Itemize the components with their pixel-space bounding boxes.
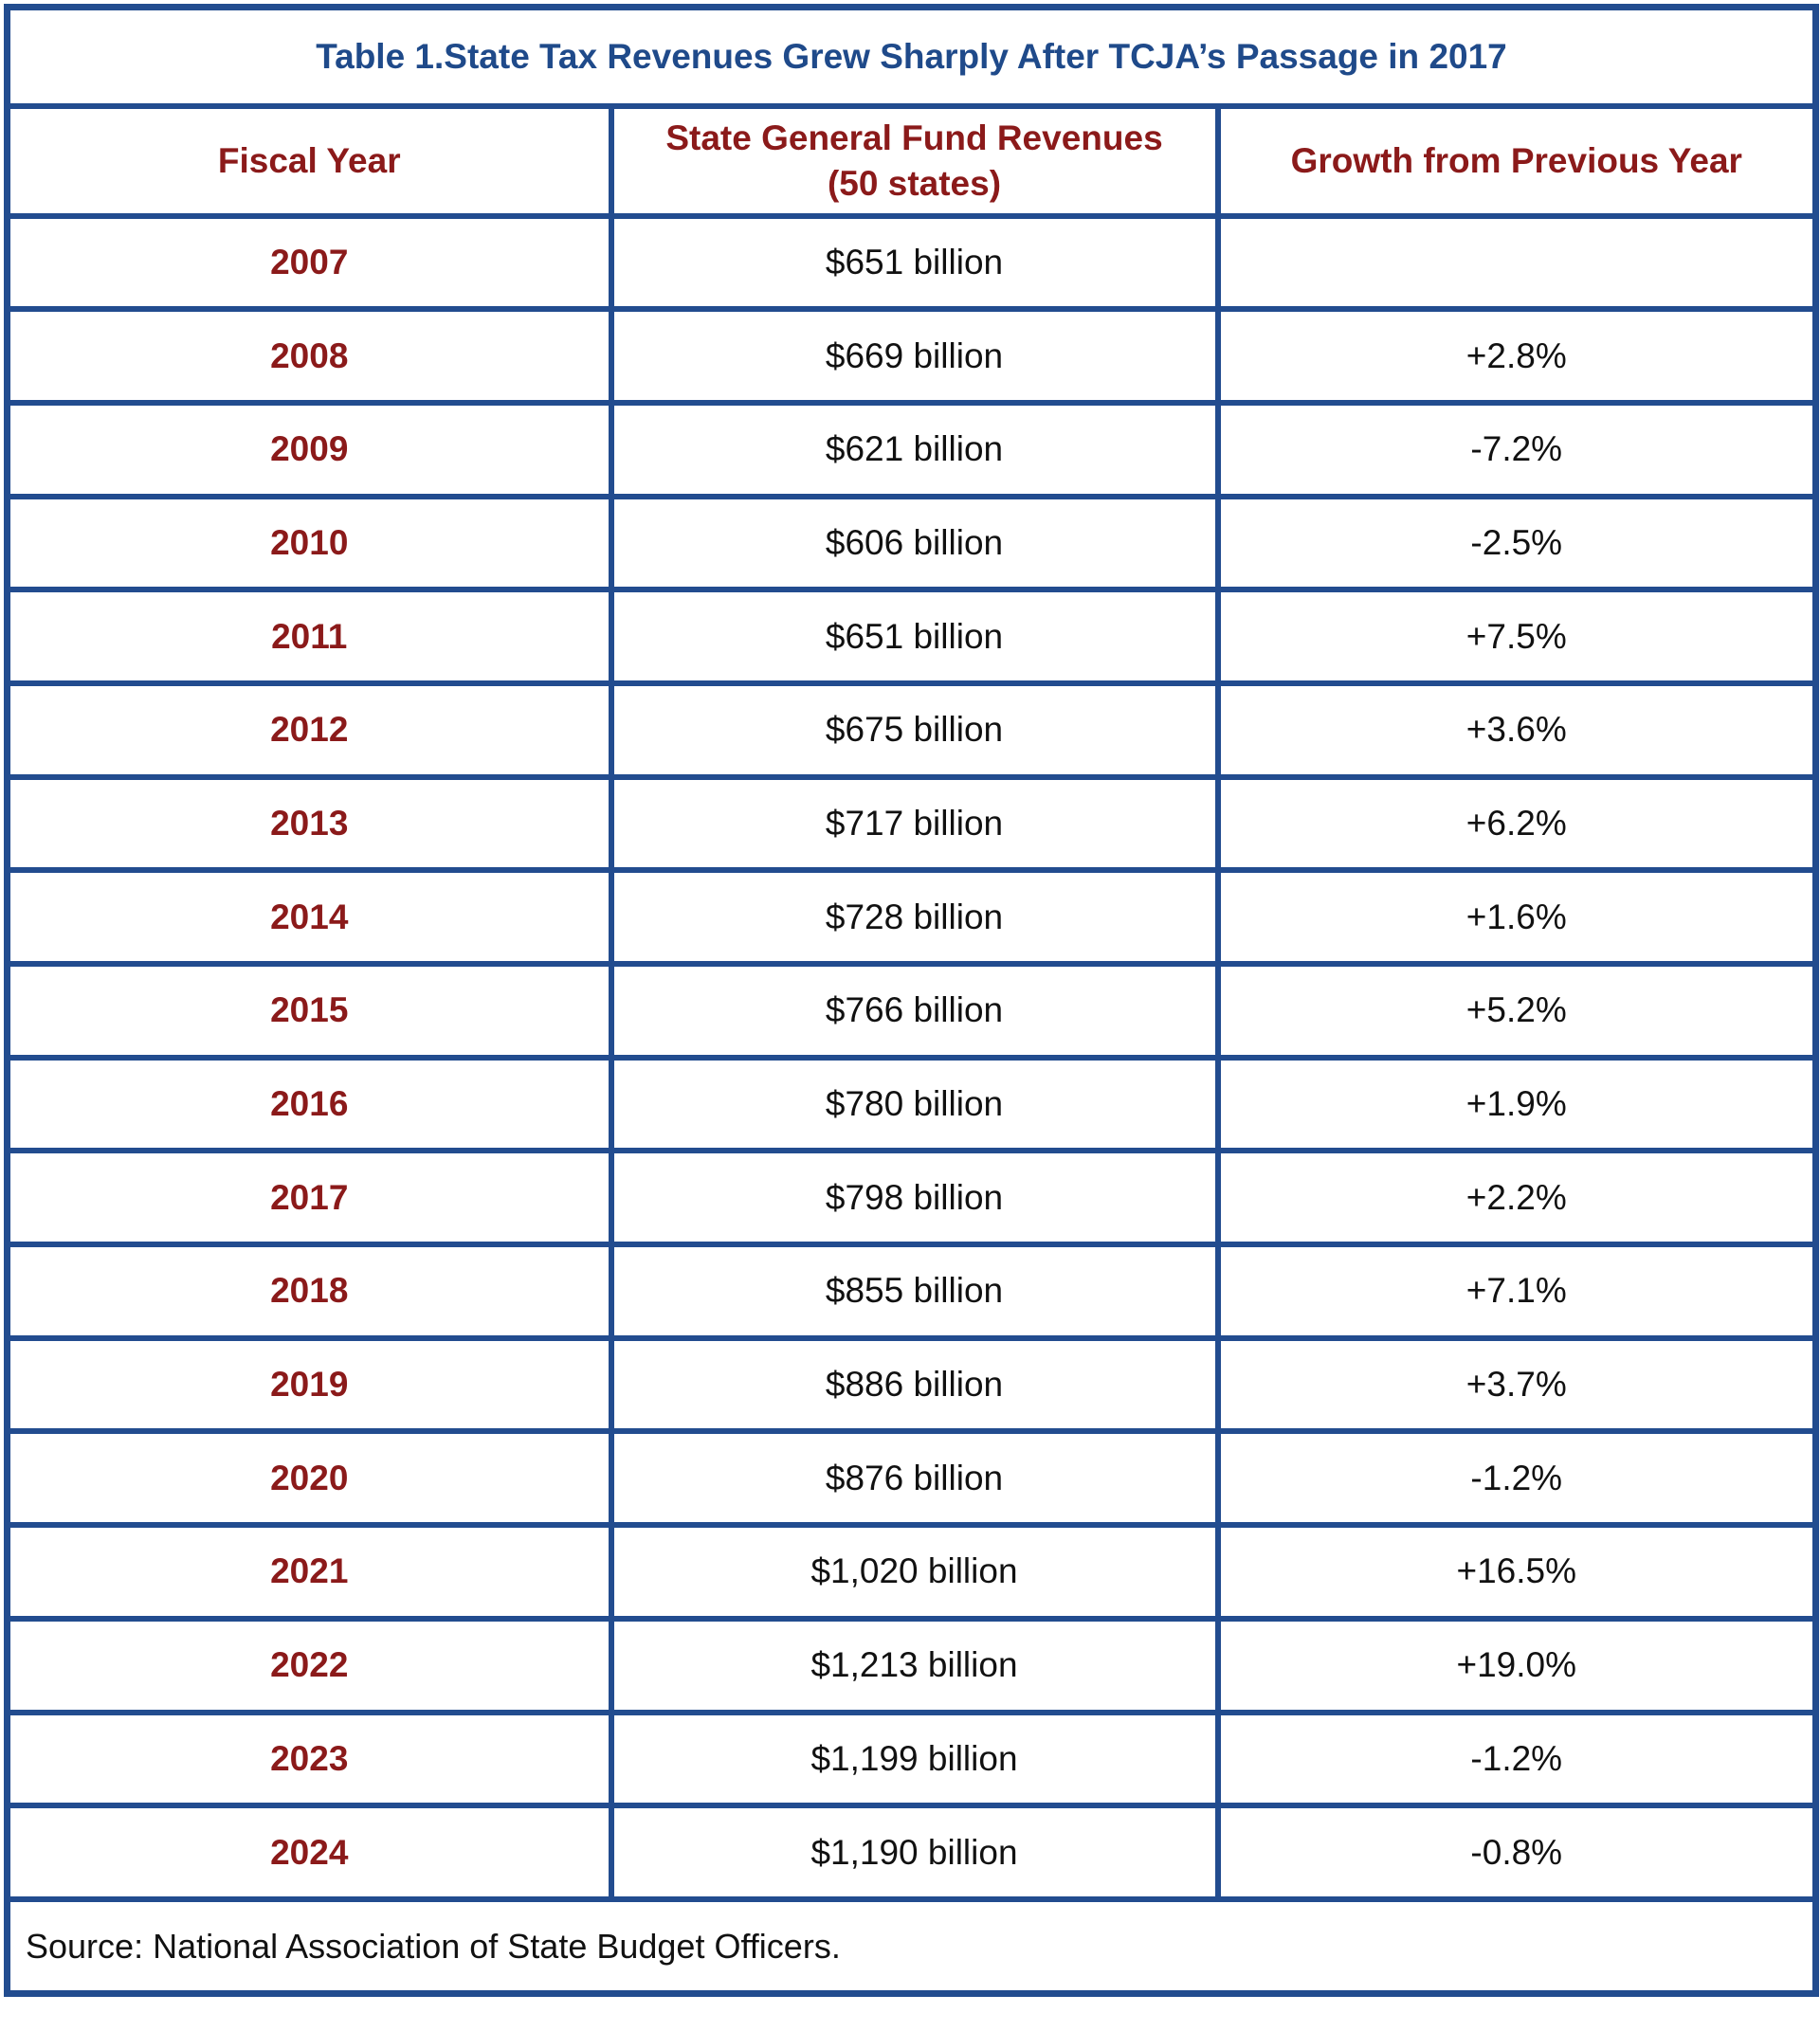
fiscal-year-cell: 2008 <box>8 309 611 403</box>
fiscal-year-cell: 2017 <box>8 1151 611 1244</box>
growth-cell: -7.2% <box>1218 403 1816 497</box>
revenue-cell: $651 billion <box>611 216 1218 310</box>
fiscal-year-cell: 2021 <box>8 1525 611 1619</box>
revenue-cell: $621 billion <box>611 403 1218 497</box>
growth-cell: +2.8% <box>1218 309 1816 403</box>
table-row <box>8 1805 1816 1899</box>
table-row <box>8 870 1816 964</box>
column-header-line: Fiscal Year <box>217 140 401 180</box>
column-header-line: (50 states) <box>827 163 1002 203</box>
table-row <box>8 777 1816 871</box>
revenue-cell: $780 billion <box>611 1058 1218 1152</box>
growth-cell: -1.2% <box>1218 1431 1816 1525</box>
fiscal-year-cell: 2015 <box>8 964 611 1058</box>
growth-cell <box>1218 216 1816 310</box>
growth-cell: +1.9% <box>1218 1058 1816 1152</box>
fiscal-year-cell: 2018 <box>8 1244 611 1338</box>
revenue-cell: $798 billion <box>611 1151 1218 1244</box>
table-row <box>8 497 1816 590</box>
fiscal-year-cell: 2007 <box>8 216 611 310</box>
table-row <box>8 1713 1816 1806</box>
table-title: Table 1.State Tax Revenues Grew Sharply After TCJA’s Passage in 2017 <box>8 8 1816 106</box>
fiscal-year-cell: 2011 <box>8 589 611 683</box>
growth-cell: +1.6% <box>1218 870 1816 964</box>
fiscal-year-cell: 2010 <box>8 497 611 590</box>
table-row <box>8 216 1816 310</box>
revenue-cell: $728 billion <box>611 870 1218 964</box>
fiscal-year-cell: 2020 <box>8 1431 611 1525</box>
table-row <box>8 1525 1816 1619</box>
growth-cell: -2.5% <box>1218 497 1816 590</box>
table-row <box>8 1338 1816 1432</box>
fiscal-year-cell: 2019 <box>8 1338 611 1432</box>
growth-cell: -0.8% <box>1218 1805 1816 1899</box>
growth-cell: +3.6% <box>1218 683 1816 777</box>
fiscal-year-cell: 2022 <box>8 1619 611 1713</box>
table-row <box>8 683 1816 777</box>
growth-cell: +19.0% <box>1218 1619 1816 1713</box>
growth-cell: +2.2% <box>1218 1151 1816 1244</box>
revenue-cell: $766 billion <box>611 964 1218 1058</box>
table-row <box>8 964 1816 1058</box>
column-header-fiscal-year <box>8 106 611 216</box>
fiscal-year-cell: 2014 <box>8 870 611 964</box>
revenue-cell: $1,213 billion <box>611 1619 1218 1713</box>
revenue-cell: $651 billion <box>611 589 1218 683</box>
revenue-table <box>4 4 1819 1997</box>
table-row <box>8 309 1816 403</box>
growth-cell: +6.2% <box>1218 777 1816 871</box>
revenue-cell: $606 billion <box>611 497 1218 590</box>
table-row <box>8 589 1816 683</box>
revenue-cell: $669 billion <box>611 309 1218 403</box>
growth-cell: +5.2% <box>1218 964 1816 1058</box>
revenue-cell: $886 billion <box>611 1338 1218 1432</box>
revenue-cell: $1,020 billion <box>611 1525 1218 1619</box>
table-row <box>8 1619 1816 1713</box>
growth-cell: -1.2% <box>1218 1713 1816 1806</box>
growth-cell: +16.5% <box>1218 1525 1816 1619</box>
table-row <box>8 1151 1816 1244</box>
fiscal-year-cell: 2012 <box>8 683 611 777</box>
growth-cell: +7.5% <box>1218 589 1816 683</box>
fiscal-year-cell: 2016 <box>8 1058 611 1152</box>
revenue-cell: $717 billion <box>611 777 1218 871</box>
table-row <box>8 1431 1816 1525</box>
column-header-growth <box>1218 106 1816 216</box>
fiscal-year-cell: 2009 <box>8 403 611 497</box>
revenue-cell: $1,199 billion <box>611 1713 1218 1806</box>
growth-cell: +7.1% <box>1218 1244 1816 1338</box>
column-header-line: Growth from Previous Year <box>1290 140 1742 180</box>
revenue-cell: $855 billion <box>611 1244 1218 1338</box>
fiscal-year-cell: 2023 <box>8 1713 611 1806</box>
table-body <box>8 216 1816 1899</box>
column-header-revenues <box>611 106 1218 216</box>
column-header-line: State General Fund Revenues <box>665 118 1163 157</box>
header-row <box>8 106 1816 216</box>
revenue-cell: $1,190 billion <box>611 1805 1218 1899</box>
table-row <box>8 403 1816 497</box>
growth-cell: +3.7% <box>1218 1338 1816 1432</box>
revenue-cell: $675 billion <box>611 683 1218 777</box>
revenue-cell: $876 billion <box>611 1431 1218 1525</box>
fiscal-year-cell: 2013 <box>8 777 611 871</box>
table-row <box>8 1244 1816 1338</box>
fiscal-year-cell: 2024 <box>8 1805 611 1899</box>
source-note: Source: National Association of State Budget Officers. <box>8 1899 1816 1994</box>
table-row <box>8 1058 1816 1152</box>
